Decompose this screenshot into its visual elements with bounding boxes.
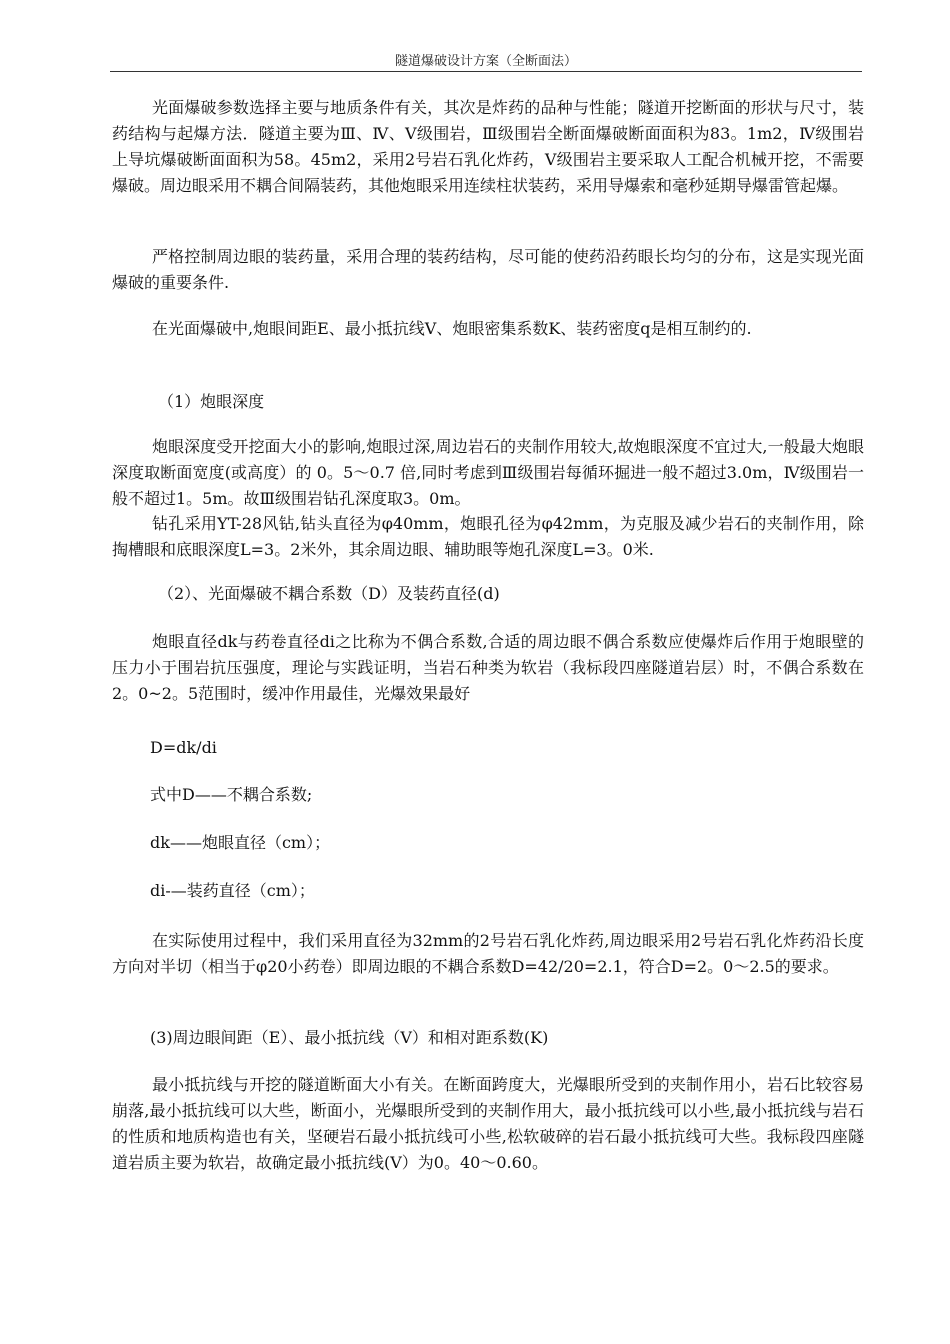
formula-definition: dk——炮眼直径（cm）； bbox=[150, 833, 331, 852]
page-header: 隧道爆破设计方案（全断面法） bbox=[394, 54, 577, 69]
paragraph: 钻孔采用YT-28风钻,钻头直径为φ40mm，炮眼孔径为φ42mm，为克服及减少岩石的夹制作用，除掏槽眼和底眼深度L=3。2米外，其余周边眼、辅助眼等炮孔深度L=3。0米. bbox=[112, 514, 864, 559]
formula: D=dk/di bbox=[150, 738, 217, 757]
paragraph: 炮眼直径dk与药卷直径di之比称为不偶合系数,合适的周边眼不偶合系数应使爆炸后作用于炮眼壁的压力小于围岩抗压强度，理论与实践证明，当岩石种类为软岩（我标段四座隧道岩层）时，不偶合系数在2。0~2。5范围时，缓冲作用最佳，光爆效果最好 bbox=[112, 632, 864, 703]
formula-definition: 式中D——不耦合系数; bbox=[150, 785, 313, 804]
paragraph: 光面爆破参数选择主要与地质条件有关，其次是炸药的品种与性能；隧道开挖断面的形状与尺寸，装药结构与起爆方法．隧道主要为Ⅲ、Ⅳ、Ⅴ级围岩，Ⅲ级围岩全断面爆破断面面积为83。1m2，Ⅳ级围岩上导坑爆破断面面积为58。45m2，采用2号岩石乳化炸药，Ⅴ级围岩主要采取人工配合机械开挖，不需要爆破。周边眼采用不耦合间隔装药，其他炮眼采用连续柱状装药，采用导爆索和毫秒延期导爆雷管起爆。 bbox=[112, 98, 864, 195]
paragraph: 在实际使用过程中，我们采用直径为32mm的2号岩石乳化炸药,周边眼采用2号岩石乳化炸药沿长度方向对半切（相当于φ20小药卷）即周边眼的不耦合系数D=42/20=2.1，符合D=2。0～2.5的要求。 bbox=[112, 931, 864, 976]
formula-definition: di-—装药直径（cm）； bbox=[150, 881, 315, 900]
section-heading: （2）、光面爆破不耦合系数（D）及装药直径(d) bbox=[158, 584, 500, 603]
paragraph: 炮眼深度受开挖面大小的影响,炮眼过深,周边岩石的夹制作用较大,故炮眼深度不宜过大,一般最大炮眼深度取断面宽度(或高度）的 0。5～0.7 倍,同时考虑到Ⅲ级围岩每循环掘进一般不超过3.0m，Ⅳ级围岩一般不超过1。5m。故Ⅲ级围岩钻孔深度取3。0m。 bbox=[112, 437, 864, 508]
header-divider bbox=[110, 71, 862, 72]
paragraph: 最小抵抗线与开挖的隧道断面大小有关。在断面跨度大，光爆眼所受到的夹制作用小，岩石比较容易崩落,最小抵抗线可以大些，断面小，光爆眼所受到的夹制作用大，最小抵抗线可以小些,最小抵抗线与岩石的性质和地质构造也有关，坚硬岩石最小抵抗线可小些,松软破碎的岩石最小抵抗线可大些。我标段四座隧道岩质主要为软岩，故确定最小抵抗线(V）为0。40～0.60。 bbox=[112, 1075, 864, 1172]
paragraph: 在光面爆破中,炮眼间距E、最小抵抗线V、炮眼密集系数K、装药密度q是相互制约的. bbox=[152, 319, 752, 338]
section-heading: (3)周边眼间距（E）、最小抵抗线（V）和相对距系数(K) bbox=[150, 1028, 549, 1047]
section-heading: （1）炮眼深度 bbox=[158, 392, 265, 411]
paragraph: 严格控制周边眼的装药量，采用合理的装药结构，尽可能的使药沿药眼长均匀的分布，这是实现光面爆破的重要条件. bbox=[112, 247, 864, 292]
